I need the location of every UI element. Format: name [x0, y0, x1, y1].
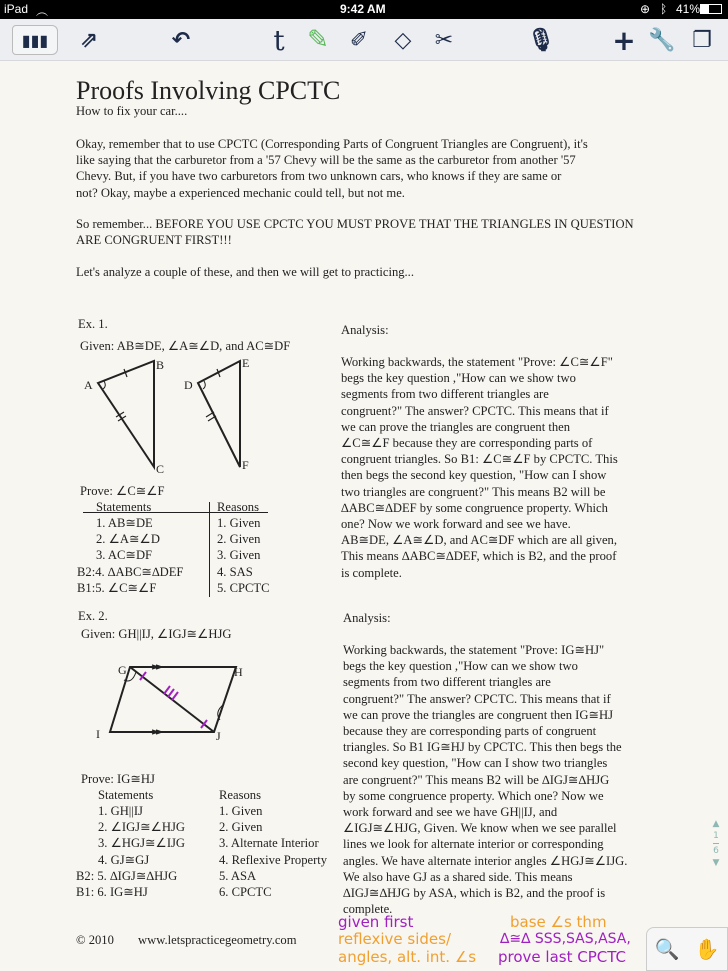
current-page: 1	[713, 831, 719, 841]
statement: B1:5. ∠C≅∠F	[77, 580, 157, 595]
settings-button[interactable]	[648, 25, 676, 55]
intro-paragraph	[76, 136, 588, 201]
share-icon: ⇗	[79, 27, 99, 53]
ex1-analysis	[341, 354, 618, 581]
analysis-line: complete.	[343, 902, 393, 917]
analysis-line: ∠IGJ≅∠HJG, Given. We know when we see parallel	[343, 821, 617, 836]
handwritten-note: ∆≅∆ SSS,SAS,ASA,	[500, 931, 631, 947]
eraser-tool-button[interactable]	[388, 25, 418, 55]
library-icon: ▮▮▮	[21, 30, 49, 50]
highlighter-icon: ✐	[349, 27, 369, 53]
reason: 3. Alternate Interior	[219, 836, 319, 851]
ex2-statements-list	[76, 803, 186, 900]
warning-paragraph	[76, 216, 634, 248]
ex1-statements-list	[77, 515, 184, 596]
ex1-statements-header: Statements	[96, 500, 152, 514]
analysis-line: is complete.	[341, 565, 402, 580]
microphone-icon: 🎙	[527, 27, 555, 53]
page-indicator	[706, 818, 726, 869]
analysis-line: Working backwards, the statement "Prove: ∠C≅∠F"	[341, 355, 613, 369]
text-line: ARE CONGRUENT FIRST!!!	[76, 233, 232, 248]
add-button[interactable]	[610, 25, 638, 55]
text-line: Chevy. But, if you have two carburetors from two unknown cars, who knows if they are same or	[76, 169, 562, 184]
text-tool-button[interactable]	[266, 25, 292, 55]
page-up-icon[interactable]: ▲	[712, 819, 720, 829]
text-icon: t	[273, 23, 285, 57]
reason: 2. Given	[219, 820, 263, 835]
analysis-line: work forward and see we have GH||IJ, and	[343, 805, 558, 820]
scissors-tool-button[interactable]	[428, 25, 460, 55]
undo-button[interactable]	[166, 25, 196, 55]
share-button[interactable]	[74, 25, 104, 55]
analysis-line: AB≅DE, ∠A≅∠D, and AC≅DF which are all given,	[341, 533, 617, 548]
reason: 5. CPCTC	[217, 580, 270, 595]
undo-icon: ↶	[171, 27, 191, 53]
ex1-reasons-header: Reasons	[217, 500, 259, 514]
reason: 2. Given	[217, 532, 261, 547]
point-label: I	[96, 727, 100, 740]
analysis-line: lines we look for alternate interior or corresponding	[343, 837, 604, 852]
battery-text: 41%	[676, 2, 701, 16]
reason: 4. SAS	[217, 564, 253, 579]
page-title: Proofs Involving CPCTC	[76, 76, 341, 105]
analysis-line: are congruent?" This means B2 will be ∆IGJ≅∆HJG	[343, 772, 610, 787]
analysis-line: congruent?" The answer? CPCTC. This means that if	[343, 691, 611, 706]
statement: 1. GH||IJ	[98, 804, 143, 818]
ex2-reasons-list	[219, 803, 327, 900]
analysis-line: We also have GJ as a shared side. This means	[343, 869, 573, 884]
ex2-given: Given: GH||IJ, ∠IGJ≅∠HJG	[81, 627, 232, 641]
statement: 1. AB≅DE	[96, 516, 153, 530]
analysis-line: second key question, "How can I show two triangles	[343, 756, 608, 771]
point-label: E	[242, 356, 250, 370]
statement: B2: 5. ∆IGJ≅∆HJG	[76, 868, 178, 883]
ex2-parallelogram-diagram	[96, 660, 256, 740]
statement: 3. ∠HGJ≅∠IJG	[98, 836, 186, 851]
point-label: C	[156, 462, 165, 476]
text-line: not? Okay, maybe a experienced mechanic could tell, but not me.	[76, 185, 405, 200]
analysis-line: begs the key question ,"How can we show two	[341, 371, 576, 386]
analysis-line: segments from two different triangles are	[343, 675, 551, 690]
ex1-triangles-diagram	[80, 355, 280, 477]
ex1-analysis-header: Analysis:	[341, 323, 389, 337]
reason: 3. Given	[217, 548, 261, 563]
wrench-icon: 🔧	[648, 27, 676, 53]
pen-tool-button[interactable]	[300, 25, 336, 55]
battery-icon	[700, 4, 722, 14]
analysis-line: by some congruence property. Which one? Now we	[343, 788, 604, 803]
hand-pan-icon[interactable]: ✋	[694, 938, 720, 961]
ex2-analysis	[343, 642, 627, 917]
website-link[interactable]: www.letspracticegeometry.com	[138, 933, 297, 947]
toolbar	[0, 19, 728, 61]
analysis-line: two triangles are congruent?" This means B2 will be	[341, 484, 606, 499]
text-line: So remember... BEFORE YOU USE CPCTC YOU MUST PROVE THAT THE TRIANGLES IN QUESTION	[76, 217, 634, 231]
point-label: F	[242, 458, 249, 472]
text-line: Okay, remember that to use CPCTC (Corresponding Parts of Congruent Triangles are Congruent), it's	[76, 137, 588, 151]
statement: 3. AC≅DF	[96, 548, 153, 563]
handwritten-note: angles, alt. int. ∠s	[338, 948, 477, 966]
reason: 1. Given	[219, 804, 263, 818]
page-divider	[713, 843, 719, 844]
analysis-line: congruent?" The answer? CPCTC. This means that if	[341, 403, 609, 418]
statement: B2:4. ∆ABC≅∆DEF	[77, 564, 184, 579]
table-divider	[209, 502, 210, 597]
pen-icon: ✎	[307, 25, 329, 55]
statement: 4. GJ≅GJ	[98, 852, 150, 867]
handwritten-note: given first	[338, 913, 414, 931]
analysis-line: angles. We have alternate interior angles ∠HGJ≅∠IJG.	[343, 853, 628, 868]
ex1-given: Given: AB≅DE, ∠A≅∠D, and AC≅DF	[80, 339, 291, 353]
library-button[interactable]	[12, 25, 58, 55]
ex1-prove: Prove: ∠C≅∠F	[80, 484, 165, 498]
status-bar	[0, 0, 728, 19]
pages-button[interactable]	[688, 25, 716, 55]
point-label: J	[216, 729, 221, 740]
triangle-def	[198, 361, 240, 467]
statement: 2. ∠IGJ≅∠HJG	[98, 820, 186, 835]
ex1-reasons-list	[217, 515, 270, 596]
highlighter-tool-button[interactable]	[344, 25, 374, 55]
scissors-icon: ✂	[434, 27, 454, 53]
ex1-label: Ex. 1.	[78, 317, 108, 331]
ex2-reasons-header: Reasons	[219, 788, 261, 802]
record-button[interactable]	[528, 25, 554, 55]
pages-icon: ❐	[692, 27, 712, 53]
eraser-icon: ◇	[394, 27, 412, 53]
text-line: like saying that the carburetor from a '57 Chevy will be the same as the carburetor from another '57	[76, 153, 576, 168]
reason: 5. ASA	[219, 868, 257, 883]
analysis-line: ∆ABC≅∆DEF by some congruence property. Which	[341, 500, 608, 515]
ex2-statements-header: Statements	[98, 788, 154, 802]
statement: B1: 6. IG≅HJ	[76, 885, 148, 900]
handwritten-note: base ∠s thm	[510, 913, 607, 931]
subtitle: How to fix your car....	[76, 104, 188, 118]
point-label: B	[156, 358, 165, 372]
ex2-analysis-header: Analysis:	[343, 611, 391, 625]
lead-in-paragraph: Let's analyze a couple of these, and then we will get to practicing...	[76, 265, 414, 279]
device-name: iPad	[4, 2, 29, 16]
ex2-label: Ex. 2.	[78, 609, 108, 623]
analysis-line: Working backwards, the statement "Prove: IG≅HJ"	[343, 643, 605, 657]
analysis-line: congruent triangles. So B1: ∠C≅∠F by CPCTC. This	[341, 452, 618, 467]
clock: 9:42 AM	[340, 2, 386, 16]
reason: 4. Reflexive Property	[219, 852, 328, 867]
lock-rotation-icon: ⊕	[640, 2, 651, 16]
zoom-icon[interactable]: 🔍	[654, 938, 680, 961]
handwritten-note: prove last CPCTC	[498, 948, 626, 966]
analysis-line: begs the key question ,"How can we show two	[343, 659, 578, 674]
analysis-line: This means ∆ABC≅∆DEF, which is B2, and the proof	[341, 549, 617, 564]
analysis-line: triangles. So B1 IG≅HJ by CPCTC. This then begs the	[343, 740, 622, 755]
analysis-line: ∠C≅∠F because they are corresponding parts of	[341, 436, 593, 451]
reason: 1. Given	[217, 516, 261, 530]
analysis-line: segments from two different triangles are	[341, 387, 549, 402]
page-down-icon[interactable]: ▼	[712, 858, 720, 868]
view-tools-panel	[646, 927, 728, 971]
triangle-abc	[98, 361, 154, 467]
analysis-line: then begs the second key question, "How can I show	[341, 468, 607, 483]
analysis-line: because they are corresponding parts of congruent	[343, 724, 597, 739]
analysis-line: we can prove the triangles are congruent then IG≅HJ	[343, 707, 614, 722]
point-label: A	[84, 378, 93, 392]
total-pages: 6	[713, 846, 719, 856]
point-label: G	[118, 663, 127, 677]
analysis-line: one? Now we work forward and see we have.	[341, 517, 571, 532]
copyright: © 2010	[76, 933, 114, 947]
ex2-prove: Prove: IG≅HJ	[81, 772, 155, 786]
bluetooth-icon: ᛒ	[660, 2, 668, 16]
handwritten-note: reflexive sides/	[338, 930, 451, 948]
wifi-icon: ︵	[36, 4, 49, 18]
reason: 6. CPCTC	[219, 885, 272, 900]
point-label: D	[184, 378, 193, 392]
plus-icon: +	[612, 23, 636, 57]
analysis-line: ∆IGJ≅∆HJG by ASA, which is B2, and the proof is	[343, 886, 606, 901]
statement: 2. ∠A≅∠D	[96, 532, 160, 547]
analysis-line: we can prove the triangles are congruent then	[341, 419, 571, 434]
point-label: H	[234, 665, 243, 679]
